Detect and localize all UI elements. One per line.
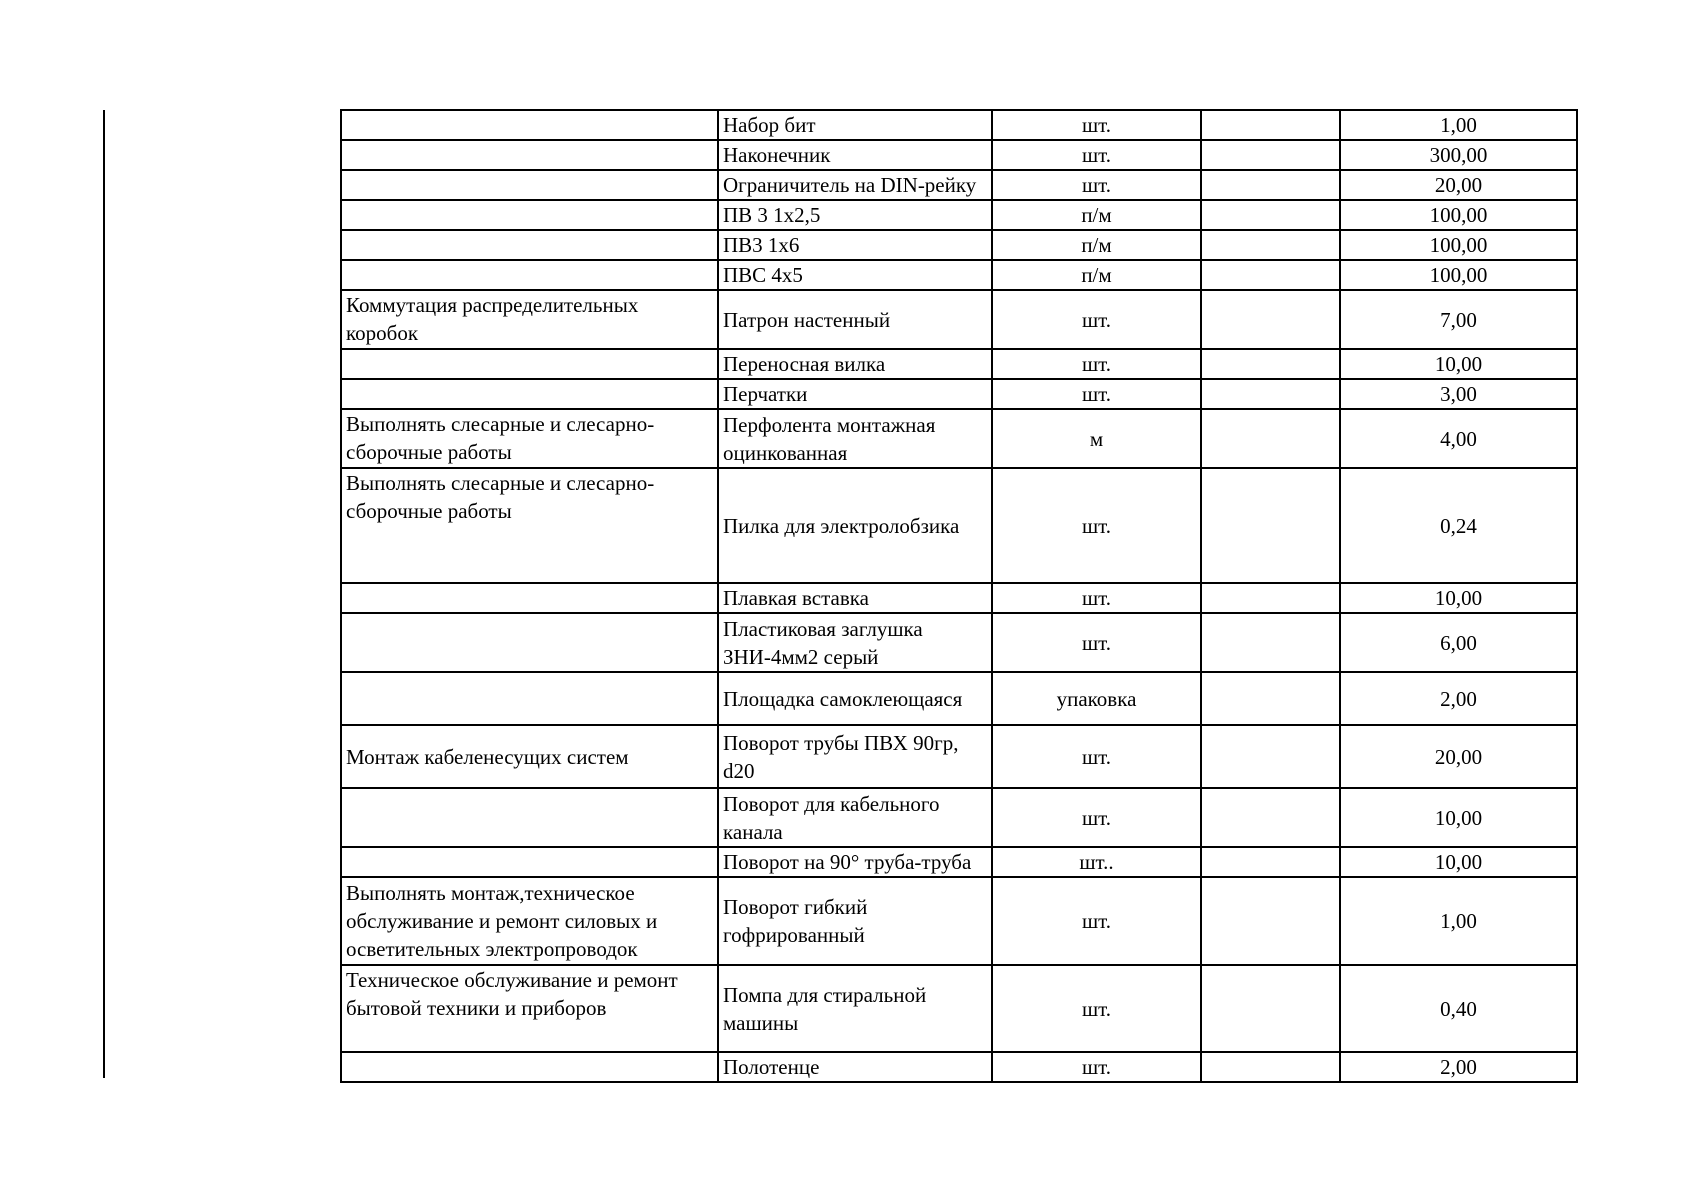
unit-cell: шт. [992,877,1201,965]
quantity-cell: 20,00 [1340,725,1577,788]
empty-cell [1201,409,1340,468]
table-row [341,409,1577,468]
material-name-cell: Поворот на 90° труба-труба [718,847,992,877]
material-name-cell: Патрон настенный [718,290,992,349]
material-name-cell: Пластиковая заглушка ЗНИ-4мм2 серый [718,613,992,672]
material-name-cell: Поворот трубы ПВХ 90гр, d20 [718,725,992,788]
quantity-cell: 100,00 [1340,260,1577,290]
unit-cell: шт. [992,110,1201,140]
empty-cell [1201,110,1340,140]
work-type-cell [341,613,718,672]
work-type-cell: Техническое обслуживание и ремонт бытовой техники и приборов [341,965,718,1052]
work-type-cell: Выполнять монтаж,техническое обслуживание и ремонт силовых и осветительных электропроводок [341,877,718,965]
table-row [341,349,1577,379]
empty-cell [1201,200,1340,230]
materials-table [340,109,1578,1083]
material-name-cell: Площадка самоклеющаяся [718,672,992,725]
table-row [341,170,1577,200]
material-name-cell: Ограничитель на DIN-рейку [718,170,992,200]
unit-cell: упаковка [992,672,1201,725]
empty-cell [1201,965,1340,1052]
empty-cell [1201,725,1340,788]
table-row [341,140,1577,170]
table-row [341,110,1577,140]
unit-cell: шт. [992,965,1201,1052]
quantity-cell: 100,00 [1340,200,1577,230]
empty-cell [1201,260,1340,290]
material-name-cell: Набор бит [718,110,992,140]
table-row [341,965,1577,1052]
unit-cell: п/м [992,260,1201,290]
work-type-cell [341,349,718,379]
empty-cell [1201,170,1340,200]
quantity-cell: 1,00 [1340,110,1577,140]
unit-cell: п/м [992,200,1201,230]
unit-cell: шт. [992,290,1201,349]
empty-cell [1201,140,1340,170]
quantity-cell: 0,24 [1340,468,1577,583]
table-row [341,1052,1577,1082]
table-row [341,379,1577,409]
empty-cell [1201,847,1340,877]
unit-cell: шт. [992,788,1201,847]
quantity-cell: 7,00 [1340,290,1577,349]
material-name-cell: ПВ3 1х6 [718,230,992,260]
empty-cell [1201,613,1340,672]
empty-cell [1201,468,1340,583]
table-row [341,468,1577,583]
work-type-cell [341,140,718,170]
table-row [341,230,1577,260]
unit-cell: шт. [992,349,1201,379]
quantity-cell: 4,00 [1340,409,1577,468]
unit-cell: шт. [992,583,1201,613]
unit-cell: шт. [992,725,1201,788]
work-type-cell [341,260,718,290]
empty-cell [1201,349,1340,379]
quantity-cell: 0,40 [1340,965,1577,1052]
empty-cell [1201,877,1340,965]
work-type-cell [341,110,718,140]
material-name-cell: Поворот для кабельного канала [718,788,992,847]
unit-cell: шт. [992,170,1201,200]
table-row [341,847,1577,877]
empty-cell [1201,788,1340,847]
quantity-cell: 100,00 [1340,230,1577,260]
empty-cell [1201,583,1340,613]
table-row [341,613,1577,672]
work-type-cell [341,583,718,613]
work-type-cell [341,1052,718,1082]
unit-cell: шт. [992,140,1201,170]
material-name-cell: Полотенце [718,1052,992,1082]
material-name-cell: ПВ 3 1х2,5 [718,200,992,230]
material-name-cell: Поворот гибкий гофрированный [718,877,992,965]
empty-cell [1201,379,1340,409]
material-name-cell: Пилка для электролобзика [718,468,992,583]
quantity-cell: 10,00 [1340,583,1577,613]
table-row [341,877,1577,965]
work-type-cell: Выполнять слесарные и слесарно-сборочные работы [341,468,718,583]
empty-cell [1201,1052,1340,1082]
material-name-cell: Перфолента монтажная оцинкованная [718,409,992,468]
quantity-cell: 1,00 [1340,877,1577,965]
table-row [341,672,1577,725]
table-row [341,725,1577,788]
material-name-cell: Помпа для стиральной машины [718,965,992,1052]
unit-cell: шт. [992,1052,1201,1082]
quantity-cell: 10,00 [1340,349,1577,379]
quantity-cell: 300,00 [1340,140,1577,170]
work-type-cell [341,170,718,200]
material-name-cell: Перчатки [718,379,992,409]
work-type-cell [341,847,718,877]
work-type-cell [341,200,718,230]
work-type-cell: Коммутация распределительных коробок [341,290,718,349]
unit-cell: шт. [992,613,1201,672]
work-type-cell: Выполнять слесарные и слесарно-сборочные работы [341,409,718,468]
left-margin-line [103,110,105,1078]
table-row [341,260,1577,290]
material-name-cell: ПВС 4х5 [718,260,992,290]
work-type-cell [341,672,718,725]
table-row [341,200,1577,230]
material-name-cell: Плавкая вставка [718,583,992,613]
quantity-cell: 10,00 [1340,847,1577,877]
unit-cell: шт. [992,379,1201,409]
work-type-cell: Монтаж кабеленесущих систем [341,725,718,788]
quantity-cell: 6,00 [1340,613,1577,672]
empty-cell [1201,290,1340,349]
table-row [341,788,1577,847]
unit-cell: шт.. [992,847,1201,877]
material-name-cell: Наконечник [718,140,992,170]
quantity-cell: 3,00 [1340,379,1577,409]
material-name-cell: Переносная вилка [718,349,992,379]
work-type-cell [341,788,718,847]
unit-cell: шт. [992,468,1201,583]
unit-cell: п/м [992,230,1201,260]
quantity-cell: 20,00 [1340,170,1577,200]
quantity-cell: 10,00 [1340,788,1577,847]
quantity-cell: 2,00 [1340,1052,1577,1082]
empty-cell [1201,230,1340,260]
table-row [341,583,1577,613]
unit-cell: м [992,409,1201,468]
empty-cell [1201,672,1340,725]
work-type-cell [341,379,718,409]
table-row [341,290,1577,349]
work-type-cell [341,230,718,260]
quantity-cell: 2,00 [1340,672,1577,725]
